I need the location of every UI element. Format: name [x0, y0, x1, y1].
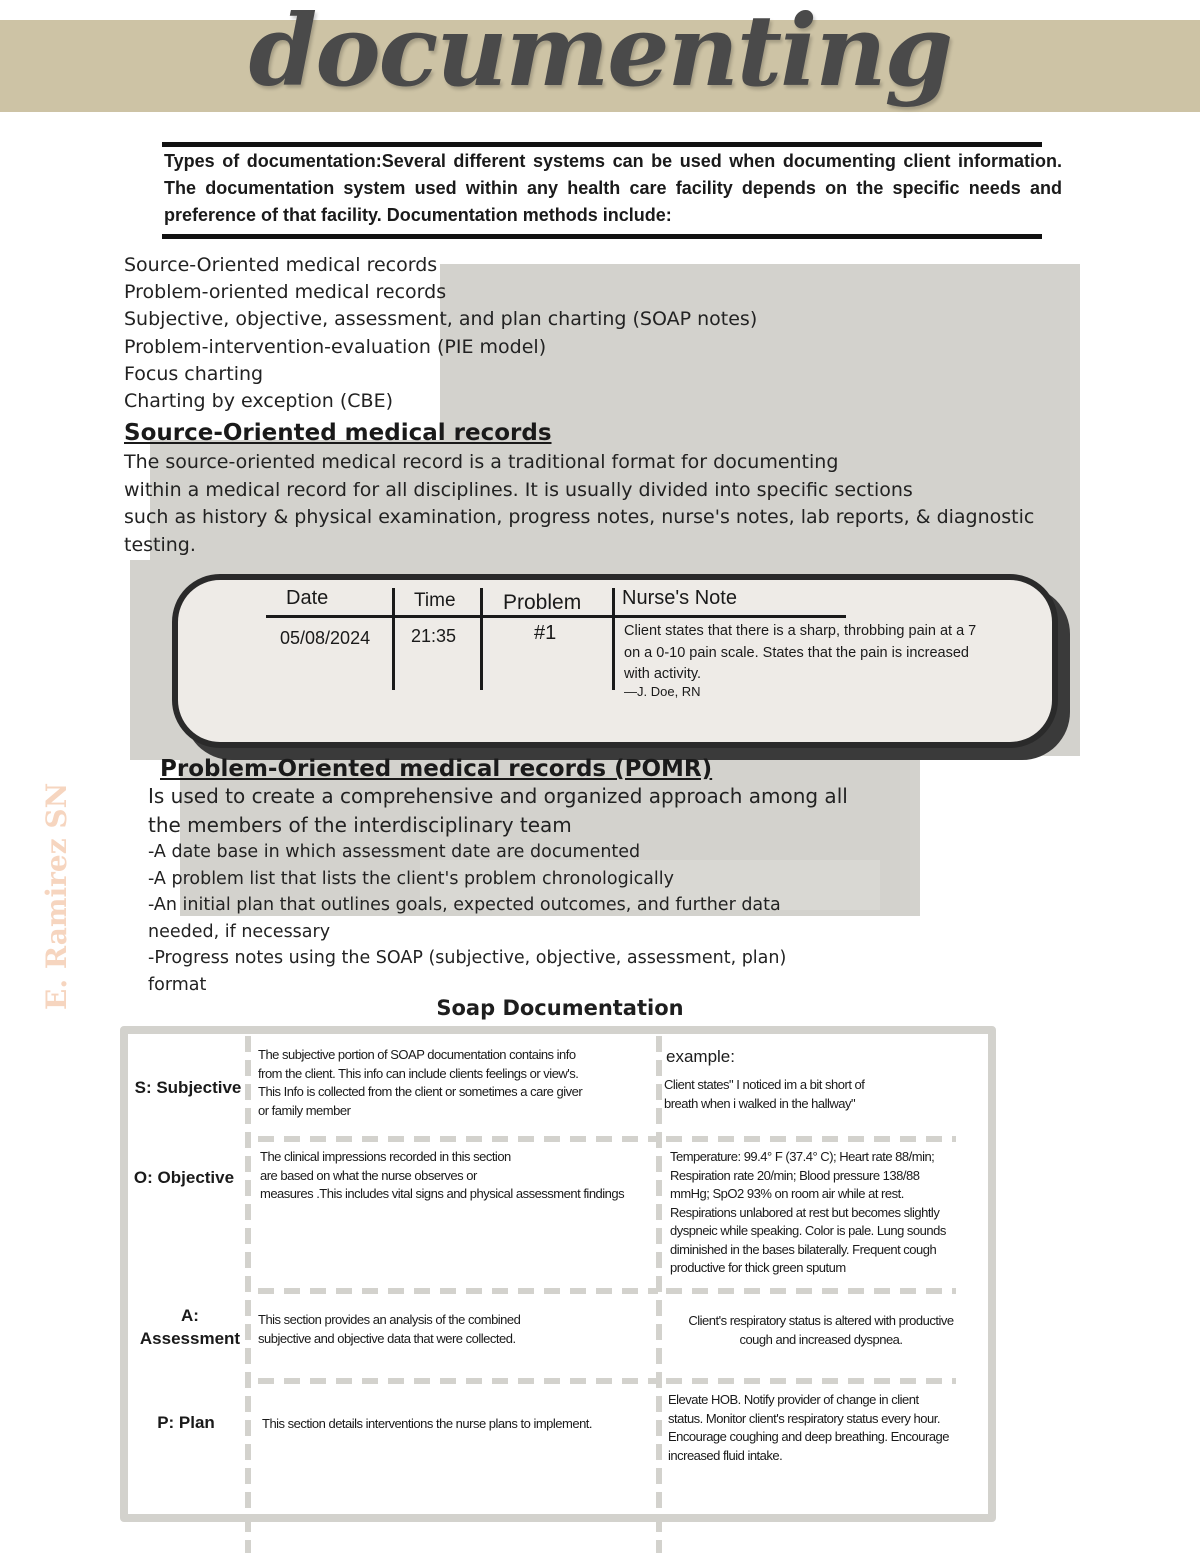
header-date: Date [286, 587, 329, 609]
row-divider [258, 1378, 658, 1384]
page-title: documenting [248, 0, 952, 109]
bottom-divider [162, 234, 1042, 239]
list-item: Subjective, objective, assessment, and plan charting (SOAP notes) [124, 308, 758, 331]
header-problem: Problem [503, 591, 582, 614]
soap-description-assessment: This section provides an analysis of the combined subjective and objective data that were collected. [258, 1312, 521, 1346]
row-divider [258, 1288, 658, 1294]
soap-label-subjective: S: Subjective [134, 1078, 242, 1097]
soap-example-objective: Temperature: 99.4° F (37.4° C); Heart rate 88/min; Respiration rate 20/min; Blood pressure 138/88 mmHg; SpO2 93% on room air while at rest. Respirations unlabored at rest but becomes slightly dyspneic while speaking. Color is pale. Lung sounds diminished in the bases bilaterally. Frequent cough productive for thick green sputum [670, 1149, 946, 1275]
soap-example-plan: Elevate HOB. Notify provider of change in client status. Monitor client's respiratory status every hour. Encourage coughing and deep breathing. Encourage increased fluid intake. [668, 1392, 950, 1463]
row-divider [666, 1288, 956, 1294]
top-divider [162, 142, 1042, 147]
row-divider [258, 1136, 658, 1142]
note-time: 21:35 [411, 626, 457, 646]
source-heading: Source-Oriented medical records [124, 420, 552, 446]
header-note: Nurse's Note [622, 587, 737, 609]
column-divider [612, 588, 615, 690]
row-divider [666, 1378, 956, 1384]
list-item: Source-Oriented medical records [124, 254, 438, 276]
soap-description-subjective: The subjective portion of SOAP documentation contains info from the client. This info can include clients feelings or view's. This Info is collected from the client or sometimes a care giver or family member [258, 1047, 583, 1118]
column-divider [245, 1036, 251, 1553]
soap-title: Soap Documentation [436, 996, 684, 1020]
soap-example-subjective: Client states" I noticed im a bit short of breath when i walked in the hallway" [664, 1077, 865, 1111]
source-paragraph: The source-oriented medical record is a traditional format for documenting within a medical record for all disciplines. It is usually divided into specific sections such as history & physical examination, progress notes, nurse's notes, lab reports, & diagnostic testing. [124, 451, 1035, 556]
author-watermark: E. Ramirez SN [40, 782, 73, 1010]
list-item: Charting by exception (CBE) [124, 390, 394, 413]
row-divider [666, 1136, 956, 1142]
soap-label-objective: O: Objective [133, 1168, 235, 1187]
soap-example-heading: example: [666, 1047, 735, 1066]
soap-description-objective: The clinical impressions recorded in this section are based on what the nurse observes or measures .This includes vital signs and physical assessment findings [260, 1149, 625, 1201]
soap-description-plan: This section details interventions the nurse plans to implement. [262, 1416, 593, 1431]
soap-label-plan: P: Plan [157, 1413, 215, 1432]
note-signature: —J. Doe, RN [624, 684, 701, 699]
list-item: Problem-intervention-evaluation (PIE model) [124, 335, 547, 358]
column-divider [392, 588, 395, 690]
column-divider [656, 1036, 662, 1553]
list-item: Focus charting [124, 362, 264, 385]
soap-label-assessment: A: Assessment [139, 1306, 241, 1348]
note-date: 05/08/2024 [280, 628, 371, 648]
methods-list [124, 252, 757, 415]
note-text: Client states that there is a sharp, throbbing pain at a 7 on a 0-10 pain scale. States that the pain is increased with activity. [624, 623, 977, 682]
header-time: Time [414, 590, 456, 611]
header-underline [266, 615, 846, 618]
pomr-paragraph: Is used to create a comprehensive and organized approach among all the members of the interdisciplinary team -A date base in which assessment date are documented -A problem list that lists the client's problem chronologically -An initial plan that outlines goals, expected outcomes, and further data needed, if necessary -Progress notes using the SOAP (subjective, objective, assessment, plan) format [148, 784, 848, 995]
pomr-heading: Problem-Oriented medical records (POMR) [160, 756, 713, 782]
note-problem: #1 [534, 622, 557, 644]
intro-text: Types of documentation:Several different systems can be used when documenting client information. The documentation system used within any health care facility depends on the specific needs and preference of that facility. Documentation methods include: [164, 151, 1062, 225]
list-item: Problem-oriented medical records [124, 281, 447, 304]
column-divider [480, 588, 483, 690]
soap-example-assessment: Client's respiratory status is altered with productive cough and increased dyspnea. [688, 1313, 954, 1347]
